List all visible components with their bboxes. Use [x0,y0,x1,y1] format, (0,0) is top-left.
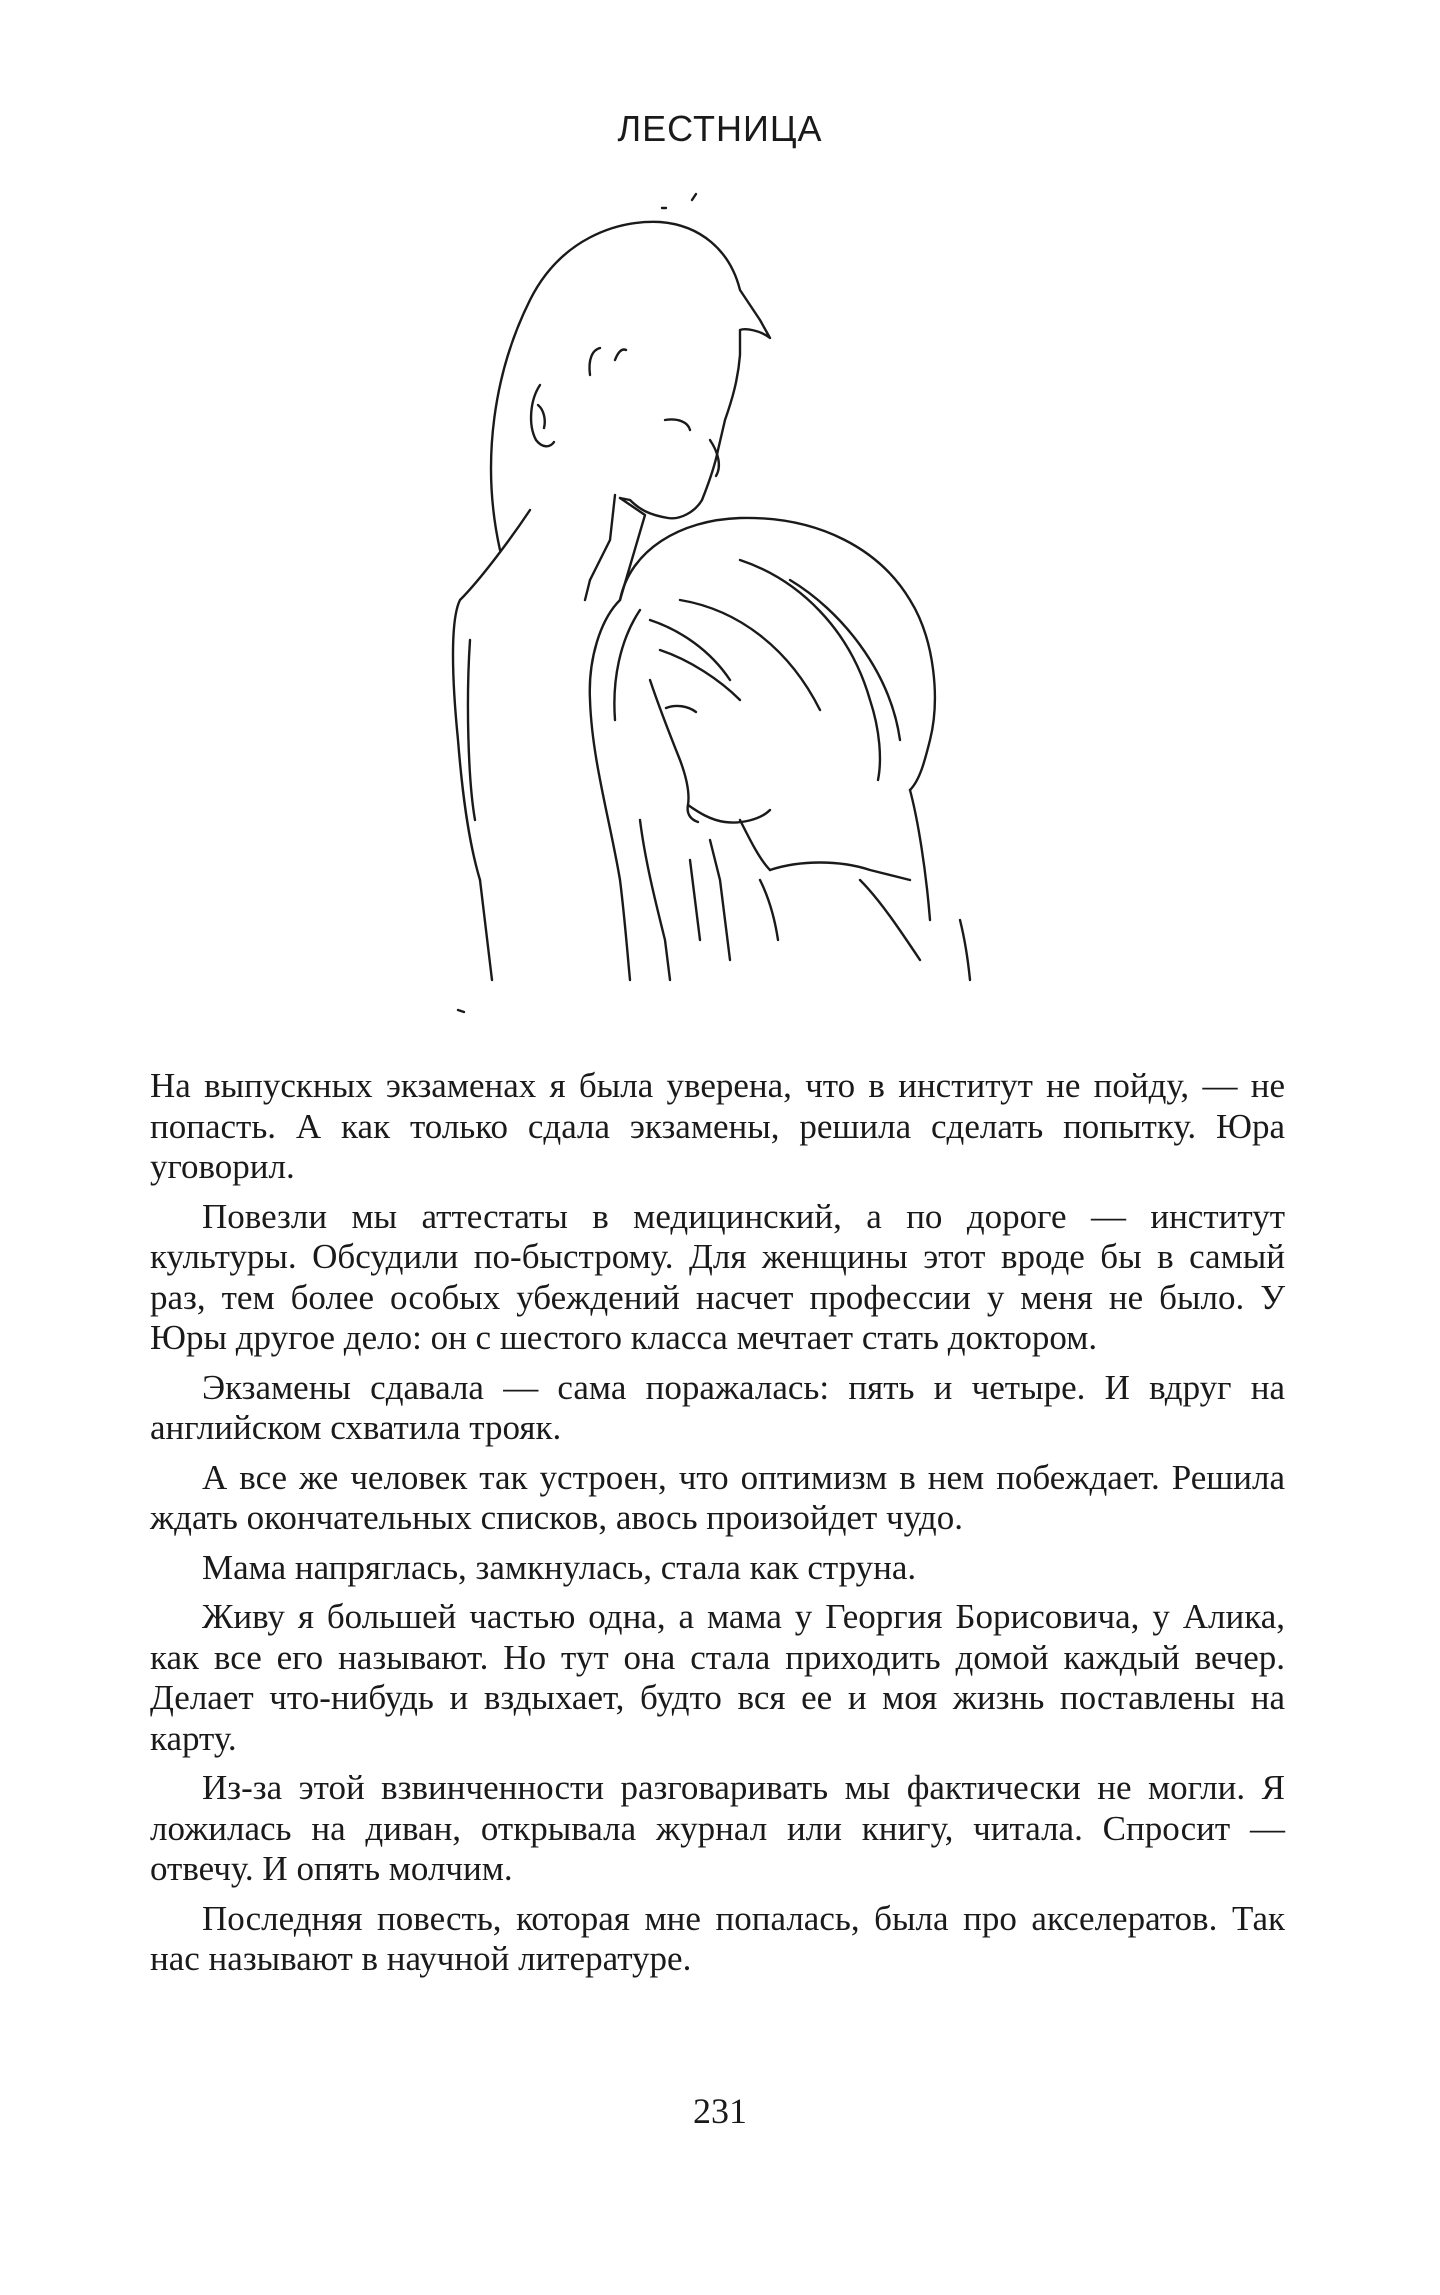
paragraph: На выпускных экзаменах я была уверена, что в институт не пойду, — не попасть. А как только сдала экзамены, решила сделать попытку. Юра уговорил. [150,1066,1285,1186]
paragraph: Повезли мы аттестаты в медицинский, а по дороге — институт культуры. Обсудили по-быстрому. Для женщины этот вроде бы в самый раз, тем более особых убеждений насчет профессии у меня не было. У Юры другое дело: он с шестого класса мечтает стать доктором. [150,1196,1285,1357]
page-number: 231 [693,2091,747,2131]
couple-sketch-illustration [440,180,1000,1030]
paragraph: Последняя повесть, которая мне попалась, была про акселератов. Так нас называют в научной литературе. [150,1898,1285,1978]
paragraph: Мама напряглась, замкнулась, стала как струна. [202,1547,917,1587]
paragraph: Из-за этой взвинченности разговаривать мы фактически не могли. Я ложилась на диван, открывала журнал или книгу, читала. Спросит — отвечу. И опять молчим. [150,1768,1285,1888]
paragraph: Экзамены сдавала — сама поражалась: пять и четыре. И вдруг на английском схватила трояк. [150,1367,1285,1447]
paragraph: А все же человек так устроен, что оптимизм в нем побеждает. Решила ждать окончательных списков, авось произойдет чудо. [150,1457,1285,1537]
paragraph: Живу я большей частью одна, а мама у Георгия Борисовича, у Алика, как все его называют. Но тут она стала приходить домой каждый вечер. Делает что-нибудь и вздыхает, будто вся ее и моя жизнь поставлены на карту. [150,1597,1285,1758]
body-text [150,1066,1285,1989]
chapter-title: ЛЕСТНИЦА [617,108,823,149]
